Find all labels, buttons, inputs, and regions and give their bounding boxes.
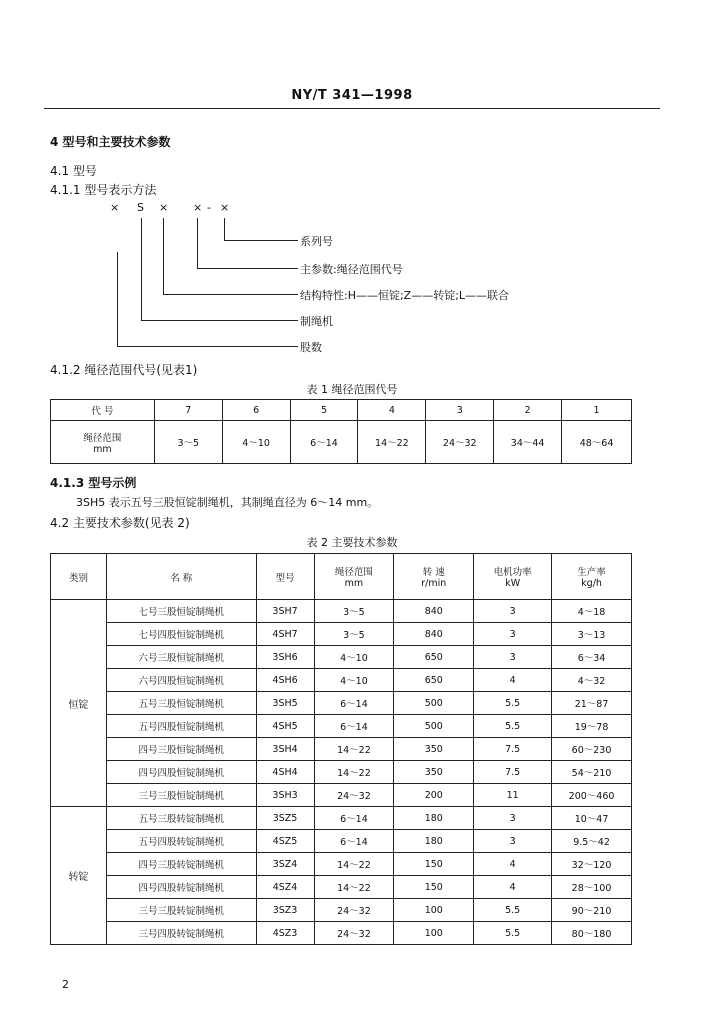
row-name: 四号三股转锭制绳机 bbox=[106, 853, 256, 876]
header-power-unit: kW bbox=[505, 578, 521, 589]
connector-structure-h bbox=[163, 294, 298, 295]
row-name: 四号四股转锭制绳机 bbox=[106, 876, 256, 899]
row-speed: 100 bbox=[394, 922, 474, 945]
header-rope-diameter bbox=[314, 554, 394, 600]
row-speed: 180 bbox=[394, 807, 474, 830]
table1-range-header bbox=[51, 421, 155, 464]
row-diameter: 14～22 bbox=[314, 876, 394, 899]
table1-range: 3～5 bbox=[154, 421, 222, 464]
row-power: 5.5 bbox=[474, 922, 552, 945]
row-name: 六号四股恒锭制绳机 bbox=[106, 669, 256, 692]
table1-code: 5 bbox=[290, 400, 358, 421]
row-output: 21～87 bbox=[552, 692, 632, 715]
header-output-unit: kg/h bbox=[581, 578, 602, 589]
table1-code: 2 bbox=[494, 400, 562, 421]
row-power: 5.5 bbox=[474, 899, 552, 922]
header-rule bbox=[44, 108, 660, 109]
table-row bbox=[51, 738, 632, 761]
row-power: 11 bbox=[474, 784, 552, 807]
header-category: 类别 bbox=[51, 554, 107, 600]
row-model: 3SH4 bbox=[256, 738, 314, 761]
row-model: 4SH6 bbox=[256, 669, 314, 692]
table-row bbox=[51, 692, 632, 715]
row-diameter: 4～10 bbox=[314, 646, 394, 669]
connector-main-param-v bbox=[197, 218, 198, 268]
rope-diameter-code-table bbox=[50, 399, 632, 464]
row-speed: 350 bbox=[394, 738, 474, 761]
row-name: 四号三股恒锭制绳机 bbox=[106, 738, 256, 761]
header-power bbox=[474, 554, 552, 600]
row-name: 五号四股恒锭制绳机 bbox=[106, 715, 256, 738]
diagram-symbol-dash: - bbox=[207, 201, 211, 214]
row-name: 四号四股恒锭制绳机 bbox=[106, 761, 256, 784]
table1-caption: 表 1 绳径范围代号 bbox=[306, 383, 398, 396]
table-row bbox=[51, 876, 632, 899]
row-model: 4SH7 bbox=[256, 623, 314, 646]
diagram-label-series: 系列号 bbox=[300, 235, 333, 248]
row-model: 4SH5 bbox=[256, 715, 314, 738]
row-power: 3 bbox=[474, 600, 552, 623]
header-speed bbox=[394, 554, 474, 600]
table1-range: 14～22 bbox=[358, 421, 426, 464]
row-speed: 350 bbox=[394, 761, 474, 784]
row-model: 3SH6 bbox=[256, 646, 314, 669]
table1-code-header: 代 号 bbox=[51, 400, 155, 421]
row-model: 4SZ5 bbox=[256, 830, 314, 853]
table-row bbox=[51, 715, 632, 738]
row-output: 19～78 bbox=[552, 715, 632, 738]
row-model: 4SZ4 bbox=[256, 876, 314, 899]
table1-range: 6～14 bbox=[290, 421, 358, 464]
row-model: 4SZ3 bbox=[256, 922, 314, 945]
row-diameter: 3～5 bbox=[314, 600, 394, 623]
row-output: 10～47 bbox=[552, 807, 632, 830]
table1-code: 4 bbox=[358, 400, 426, 421]
header-output bbox=[552, 554, 632, 600]
row-diameter: 24～32 bbox=[314, 899, 394, 922]
header-speed-unit: r/min bbox=[421, 578, 447, 589]
row-speed: 650 bbox=[394, 669, 474, 692]
row-power: 4 bbox=[474, 669, 552, 692]
diagram-label-main-param: 主参数:绳径范围代号 bbox=[300, 263, 403, 276]
row-name: 七号四股恒锭制绳机 bbox=[106, 623, 256, 646]
row-name: 七号三股恒锭制绳机 bbox=[106, 600, 256, 623]
row-diameter: 6～14 bbox=[314, 830, 394, 853]
row-power: 7.5 bbox=[474, 738, 552, 761]
row-model: 3SH7 bbox=[256, 600, 314, 623]
row-speed: 500 bbox=[394, 715, 474, 738]
connector-strands-v bbox=[117, 252, 118, 346]
diagram-symbol-main-param: × bbox=[193, 201, 203, 214]
table1-range: 4～10 bbox=[222, 421, 290, 464]
row-model: 3SZ4 bbox=[256, 853, 314, 876]
section-4-2-heading: 4.2 主要技术参数(见表 2) bbox=[50, 516, 190, 530]
row-output: 6～34 bbox=[552, 646, 632, 669]
row-speed: 840 bbox=[394, 600, 474, 623]
model-example-text: 3SH5 表示五号三股恒锭制绳机，其制绳直径为 6～14 mm。 bbox=[76, 496, 379, 509]
table1-range-header-label: 绳径范围 bbox=[83, 432, 122, 444]
header-rope-diameter-label: 绳径范围 bbox=[334, 567, 373, 578]
row-diameter: 24～32 bbox=[314, 784, 394, 807]
row-output: 200～460 bbox=[552, 784, 632, 807]
header-rope-diameter-unit: mm bbox=[344, 578, 364, 589]
connector-strands-h bbox=[117, 346, 298, 347]
row-power: 3 bbox=[474, 646, 552, 669]
row-diameter: 24～32 bbox=[314, 922, 394, 945]
table-row bbox=[51, 623, 632, 646]
row-output: 4～32 bbox=[552, 669, 632, 692]
row-speed: 150 bbox=[394, 876, 474, 899]
table1-code: 6 bbox=[222, 400, 290, 421]
header-output-label: 生产率 bbox=[577, 567, 606, 578]
section-4-1-3-heading: 4.1.3 型号示例 bbox=[50, 476, 137, 490]
standard-number: NY/T 341—1998 bbox=[291, 88, 413, 103]
row-model: 4SH4 bbox=[256, 761, 314, 784]
row-power: 7.5 bbox=[474, 761, 552, 784]
header-speed-label: 转 速 bbox=[422, 567, 445, 578]
connector-structure-v bbox=[163, 218, 164, 294]
header-model: 型号 bbox=[256, 554, 314, 600]
row-speed: 150 bbox=[394, 853, 474, 876]
row-power: 4 bbox=[474, 853, 552, 876]
row-name: 五号三股转锭制绳机 bbox=[106, 807, 256, 830]
section-4-heading: 4 型号和主要技术参数 bbox=[50, 135, 171, 149]
row-power: 3 bbox=[474, 623, 552, 646]
diagram-label-machine: 制绳机 bbox=[300, 315, 333, 328]
table-row bbox=[51, 853, 632, 876]
row-output: 3～13 bbox=[552, 623, 632, 646]
connector-machine-v bbox=[141, 218, 142, 320]
row-name: 六号三股恒锭制绳机 bbox=[106, 646, 256, 669]
row-speed: 200 bbox=[394, 784, 474, 807]
header-power-label: 电机功率 bbox=[493, 567, 532, 578]
row-output: 9.5～42 bbox=[552, 830, 632, 853]
connector-series-h bbox=[224, 240, 298, 241]
connector-machine-h bbox=[141, 320, 298, 321]
row-diameter: 4～10 bbox=[314, 669, 394, 692]
row-power: 5.5 bbox=[474, 692, 552, 715]
row-diameter: 14～22 bbox=[314, 853, 394, 876]
row-model: 3SH3 bbox=[256, 784, 314, 807]
diagram-symbol-structure: × bbox=[159, 201, 169, 214]
row-name: 三号三股恒锭制绳机 bbox=[106, 784, 256, 807]
table-row bbox=[51, 784, 632, 807]
row-speed: 500 bbox=[394, 692, 474, 715]
row-model: 3SZ5 bbox=[256, 807, 314, 830]
category-fixed-spindle: 恒锭 bbox=[51, 600, 107, 807]
connector-series-v bbox=[224, 218, 225, 240]
row-diameter: 6～14 bbox=[314, 715, 394, 738]
row-name: 五号三股恒锭制绳机 bbox=[106, 692, 256, 715]
row-name: 三号三股转锭制绳机 bbox=[106, 899, 256, 922]
row-name: 三号四股转锭制绳机 bbox=[106, 922, 256, 945]
row-output: 90～210 bbox=[552, 899, 632, 922]
diagram-label-structure: 结构特性:H——恒锭;Z——转锭;L——联合 bbox=[300, 289, 510, 302]
table-row bbox=[51, 600, 632, 623]
table1-range: 34～44 bbox=[494, 421, 562, 464]
page-number: 2 bbox=[62, 978, 69, 991]
diagram-symbol-strands: × bbox=[110, 201, 120, 214]
row-speed: 650 bbox=[394, 646, 474, 669]
table-row bbox=[51, 761, 632, 784]
section-4-1-2-heading: 4.1.2 绳径范围代号(见表1) bbox=[50, 363, 198, 377]
table-row bbox=[51, 646, 632, 669]
row-power: 5.5 bbox=[474, 715, 552, 738]
section-4-1-1-heading: 4.1.1 型号表示方法 bbox=[50, 183, 157, 197]
table2-caption: 表 2 主要技术参数 bbox=[306, 536, 398, 549]
row-power: 4 bbox=[474, 876, 552, 899]
row-output: 32～120 bbox=[552, 853, 632, 876]
table1-range: 24～32 bbox=[426, 421, 494, 464]
row-speed: 100 bbox=[394, 899, 474, 922]
table1-code: 1 bbox=[562, 400, 632, 421]
row-speed: 840 bbox=[394, 623, 474, 646]
row-diameter: 6～14 bbox=[314, 807, 394, 830]
technical-parameters-table bbox=[50, 553, 632, 945]
row-name: 五号四股转锭制绳机 bbox=[106, 830, 256, 853]
row-model: 3SZ3 bbox=[256, 899, 314, 922]
diagram-label-strands: 股数 bbox=[300, 341, 322, 354]
table1-code: 3 bbox=[426, 400, 494, 421]
table-row bbox=[51, 899, 632, 922]
diagram-symbol-machine: S bbox=[137, 201, 144, 214]
row-output: 60～230 bbox=[552, 738, 632, 761]
row-output: 54～210 bbox=[552, 761, 632, 784]
row-model: 3SH5 bbox=[256, 692, 314, 715]
row-output: 80～180 bbox=[552, 922, 632, 945]
diagram-symbol-series: × bbox=[220, 201, 230, 214]
row-power: 3 bbox=[474, 830, 552, 853]
row-power: 3 bbox=[474, 807, 552, 830]
row-output: 28～100 bbox=[552, 876, 632, 899]
table-row bbox=[51, 669, 632, 692]
table1-range: 48～64 bbox=[562, 421, 632, 464]
row-output: 4～18 bbox=[552, 600, 632, 623]
table1-code: 7 bbox=[154, 400, 222, 421]
table-row bbox=[51, 830, 632, 853]
header-name: 名 称 bbox=[106, 554, 256, 600]
table-row bbox=[51, 807, 632, 830]
row-diameter: 3～5 bbox=[314, 623, 394, 646]
table-row bbox=[51, 922, 632, 945]
section-4-1-heading: 4.1 型号 bbox=[50, 164, 97, 178]
category-rotating-spindle: 转锭 bbox=[51, 807, 107, 945]
row-diameter: 6～14 bbox=[314, 692, 394, 715]
table1-range-header-unit: mm bbox=[93, 443, 112, 455]
connector-main-param-h bbox=[197, 268, 298, 269]
row-diameter: 14～22 bbox=[314, 738, 394, 761]
row-speed: 180 bbox=[394, 830, 474, 853]
row-diameter: 14～22 bbox=[314, 761, 394, 784]
